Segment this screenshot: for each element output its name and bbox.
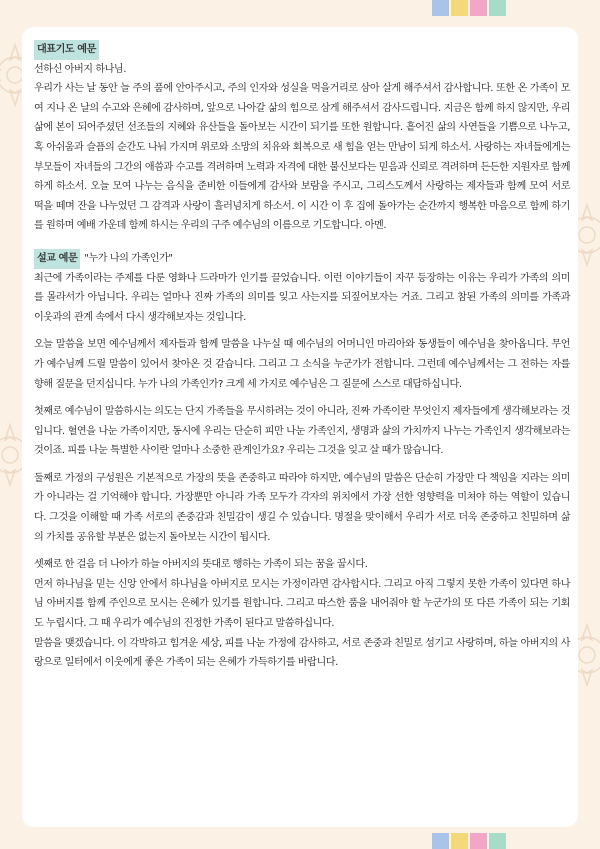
stripe-blue [432,0,449,16]
sermon-title: "누가 나의 가족인가" [84,252,173,264]
prayer-paragraph: 선하신 아버지 하나님. 우리가 사는 날 동안 늘 주의 품에 안아주시고, 주의 인자와 성실을 먹을거리로 삼아 살게 해주셔서 감사합니다. 또한 온 가족이 모여 지나 온 날의 수고와 은혜에 감사하며, 앞으로 나아갈 삶의 힘으로 삼게 해주셔서 감사드립니다. 지금은 함께 하지 않지만, 우리 삶에 본이 되어주셨던 선조들의 지혜와 유산들을 돌아보는 시간이 되기를 또한 원합니다. 흩어진 삶의 사연들을 기쁨으로 나누고, 혹 아쉬움과 슬픔의 순간도 나눠 가지며 위로와 소망의 치유와 회복으로 새 힘을 얻는 만남이 되게 하소서. 사랑하는 자녀들에게는 부모들이 자녀들의 그간의 애씀과 수고를 격려하며 노력과 자격에 대한 불신보다는 믿음과 신뢰로 격려하며 든든한 지원자로 함께 하게 하소서. 오늘 모여 나누는 음식을 준비한 이들에게 감사와 보람을 주시고, 그리스도께서 사랑하는 제자들과 함께 모여 서로 떡을 떼며 잔을 나누었던 그 감격과 사랑이 흘러넘치게 하소서. 이 시간 이 후 집에 돌아가는 순간까지 행복한 마음으로 함께 하기를 원하며 예배 가운데 함께 하시는 우리의 구주 예수님의 이름으로 기도합니다. 아멘. [34,63,570,232]
stripe-yellow [451,833,468,849]
top-color-stripes [432,0,508,16]
sermon-paragraph-5: 셋째로 한 걸음 더 나아가 하늘 아버지의 뜻대로 행하는 가족이 되는 꿈을 꿉시다. 먼저 하나님을 믿는 신앙 안에서 하나님을 아버지로 모시는 가정이라면 감사합시다. 그리고 아직 그렇지 못한 가족이 있다면 하나님 아버지를 함께 주인으로 모시는 은혜가 있기를 원합니다. 그리고 따스한 품을 내어줘야 할 누군가의 또 다른 가족이 되는 기회도 누립시다. 그 때 우리가 예수님의 진정한 가족이 된다고 말씀하십니다. 말씀을 맺겠습니다. 이 각박하고 힘겨운 세상, 피를 나눈 가정에 감사하고, 서로 존중과 친밀로 섬기고 사랑하며, 하늘 아버지의 사랑으로 일터에서 이웃에게 좋은 가족이 되는 은혜가 가득하기를 바랍니다. [34,559,570,669]
stripe-yellow [451,0,468,16]
sermon-paragraph-4: 둘째로 가정의 구성원은 기본적으로 가장의 뜻을 존중하고 따라야 하지만, 예수님의 말씀은 단순히 가장만 다 책임을 지라는 의미가 아니라는 걸 기억해야 합니다. 가장뿐만 아니라 가족 모두가 각자의 위치에서 가장 선한 영향력을 미쳐야 하는 역할이 있습니다. 그것을 이해할 때 가족 서로의 존중감과 친밀감이 생길 수 있습니다. 명절을 맞이해서 우리가 서로 더욱 존중하고 친밀하며 삶의 가치를 공유할 부분은 없는지 돌아보는 시간이 됩시다. [34,472,570,543]
sermon-paragraph-2: 오늘 말씀을 보면 예수님께서 제자들과 함께 말씀을 나누실 때 예수님의 어머니인 마리아와 동생들이 예수님을 찾아옵니다. 무언가 예수님께 드릴 말씀이 있어서 찾아온 것 같습니다. 그리고 그 소식을 누군가가 전합니다. 그런데 예수님께서는 그 전하는 자를 향해 질문을 던지십니다. 누가 나의 가족인가? 크게 세 가지로 예수님은 그 질문에 스스로 대답하십니다. [34,339,570,390]
prayer-heading [34,40,570,60]
sermon-paragraph-1: 최근에 가족이라는 주제를 다룬 영화나 드라마가 인기를 끌었습니다. 이런 이야기들이 자꾸 등장하는 이유는 우리가 가족의 의미를 몰라서가 아닙니다. 우리는 얼마나 진짜 가족의 의미를 잊고 사는지를 되짚어보자는 거죠. 그리고 참된 가족의 의미를 가족과 이웃과의 관계 속에서 다시 생각해보자는 것입니다. [34,272,570,323]
bottom-color-stripes [432,833,508,849]
prayer-section-label: 대표기도 예문 [34,40,99,60]
stripe-pink [470,0,487,16]
sermon-heading [34,249,570,269]
sermon-paragraph-3: 첫째로 예수님이 말씀하시는 의도는 단지 가족들을 무시하려는 것이 아니라, 진짜 가족이란 무엇인지 제자들에게 생각해보라는 것입니다. 혈연을 나눈 가족이지만, 동시에 우리는 단순히 피만 나눈 가족인지, 생명과 삶의 가치까지 나누는 가족인지 생각해보라는 것이죠. 피를 나눈 특별한 사이란 얼마나 소중한 관계인가요? 우리는 그것을 잊고 살 때가 많습니다. [34,406,570,457]
document-content [34,40,570,673]
stripe-green [489,0,506,16]
stripe-pink [470,833,487,849]
stripe-green [489,833,506,849]
stripe-blue [432,833,449,849]
sermon-section-label: 설교 예문 [34,249,80,269]
